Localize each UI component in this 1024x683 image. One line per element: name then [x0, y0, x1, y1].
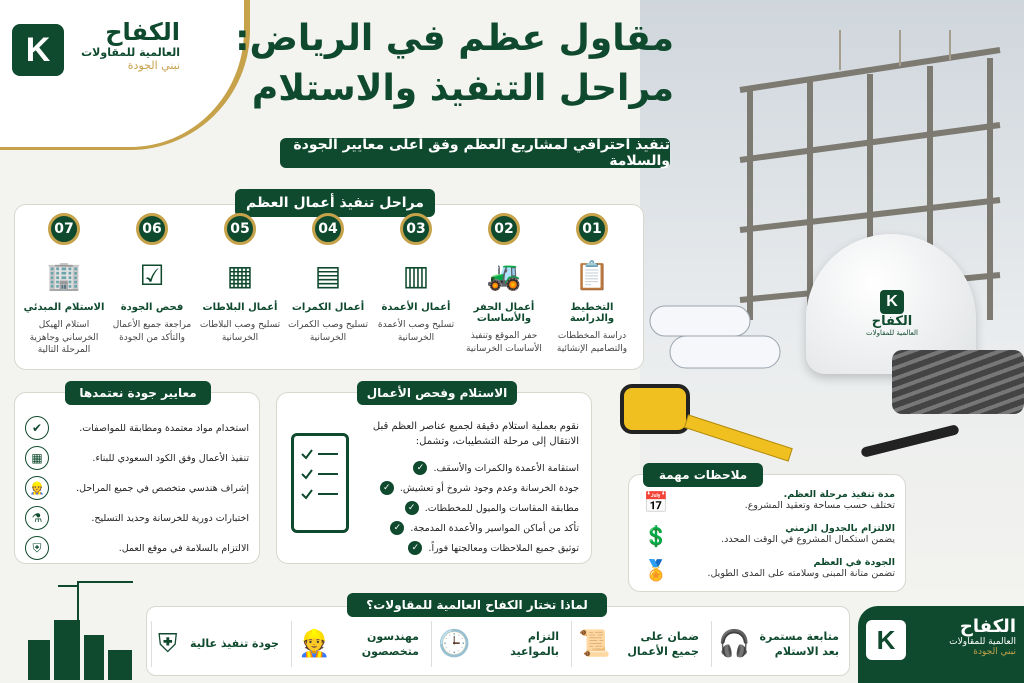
tape-measure-illustration — [620, 384, 690, 434]
phase-item-02 — [461, 213, 547, 355]
inspection-text: توثيق جميع الملاحظات ومعالجتها فوراً. — [428, 542, 579, 554]
check-icon: ✓ — [405, 501, 419, 515]
check-icon: ✓ — [380, 481, 394, 495]
note-desc: تضمن متانة المبنى وسلامته على المدى الطويل. — [707, 568, 895, 579]
inspection-item — [357, 519, 579, 537]
note-title: الالتزام بالجدول الزمني — [785, 523, 895, 534]
why-text: مهندسون متخصصون — [361, 629, 419, 658]
standard-item — [25, 415, 249, 441]
footer-logo-mark: K — [866, 620, 906, 660]
footer-logo-panel — [858, 606, 1024, 683]
slab-icon: ▦ — [226, 259, 254, 292]
note-item — [689, 523, 895, 545]
safety-shield-icon: ⛨ — [25, 536, 49, 560]
phase-desc: تسليح وصب البلاطات الخرسانية — [199, 320, 281, 343]
engineer-icon: 👷 — [25, 476, 49, 500]
check-icon: ✓ — [413, 461, 427, 475]
phase-desc: مراجعة جميع الأعمال والتأكد من الجودة — [112, 320, 192, 343]
standard-text: اختبارات دورية للخرسانة وحديد التسليح. — [91, 512, 249, 524]
inspection-panel — [276, 386, 592, 564]
inspection-text: جودة الخرسانة وعدم وجود شروخ أو تعشيش. — [399, 482, 579, 494]
building-check-icon: 🏢 — [46, 259, 82, 292]
phases-heading: مراحل تنفيذ أعمال العظم — [235, 189, 435, 217]
logo-text — [70, 18, 180, 72]
inspection-heading: الاستلام وفحص الأعمال — [357, 381, 517, 405]
footer-logo-slogan: نبني الجودة — [973, 647, 1016, 657]
page-title-line2: مراحل التنفيذ والاستلام — [251, 68, 674, 109]
money-hand-icon: 💲 — [643, 524, 669, 548]
award-icon: 🏅 — [643, 558, 669, 582]
standard-text: تنفيذ الأعمال وفق الكود السعودي للبناء. — [92, 452, 249, 464]
certificate-icon: 📜 — [578, 629, 611, 659]
phase-title: أعمال الكمرات — [291, 302, 365, 313]
quality-standards-panel — [14, 386, 260, 564]
why-text: ضمان على جميع الأعمال — [627, 629, 699, 658]
phase-item-03 — [373, 213, 459, 344]
note-item — [689, 489, 895, 511]
inspection-intro: نقوم بعملية استلام دقيقة لجميع عناصر العظم قبل الانتقال إلى مرحلة التشطيبات، وتشمل: — [372, 421, 579, 447]
phase-desc: استلام الهيكل الخرساني وجاهزية المرحلة التالية — [29, 320, 99, 356]
note-desc: تختلف حسب مساحة وتعقيد المشروع. — [744, 500, 895, 511]
inspection-item — [357, 499, 579, 517]
inspection-item — [357, 459, 579, 477]
standard-item — [25, 475, 249, 501]
logo-mark: K — [12, 24, 64, 76]
logo-slogan: نبني الجودة — [127, 59, 180, 72]
phase-item-06 — [109, 213, 195, 344]
phase-desc: حفر الموقع وتنفيذ الأساسات الخرسانية — [466, 331, 542, 354]
plans-icon: 📋 — [574, 259, 610, 292]
phase-number: 02 — [488, 213, 520, 245]
inspection-text: مطابقة المقاسات والميول للمخططات. — [424, 502, 579, 514]
standard-item — [25, 535, 249, 561]
note-title: الجودة في العظم — [813, 557, 895, 568]
phase-number: 01 — [576, 213, 608, 245]
phase-item-05 — [197, 213, 283, 344]
note-desc: يضمن استكمال المشروع في الوقت المحدد. — [721, 534, 895, 545]
page-subtitle: تنفيذ احترافي لمشاريع العظم وفق أعلى معايير الجودة والسلامة — [280, 138, 670, 168]
why-item — [291, 621, 425, 667]
lab-flask-icon: ⚗ — [25, 506, 49, 530]
helmet-logo-name: الكفاح — [871, 314, 913, 329]
phases-panel — [14, 195, 644, 370]
notes-panel — [628, 468, 906, 592]
phase-number: 03 — [400, 213, 432, 245]
phase-item-07 — [21, 213, 107, 357]
why-item — [711, 621, 845, 667]
why-text: جودة تنفيذ عالية — [190, 637, 279, 651]
check-icon: ✓ — [390, 521, 404, 535]
phase-number: 06 — [136, 213, 168, 245]
page-title-line1: مقاول عظم في الرياض: — [235, 18, 674, 59]
check-badge-icon: ✔ — [25, 416, 49, 440]
why-text: متابعة مستمرة بعد الاستلام — [759, 629, 839, 658]
header-logo-panel — [0, 0, 250, 150]
worker-icon: 👷 — [298, 629, 331, 659]
standard-text: إشراف هندسي متخصص في جميع المراحل. — [76, 482, 249, 494]
rebar-bundle-illustration — [892, 350, 1024, 414]
standard-item — [25, 505, 249, 531]
inspection-text: تأكد من أماكن المواسير والأعمدة المدمجة. — [410, 522, 579, 534]
phase-number: 05 — [224, 213, 256, 245]
excavator-icon: 🚜 — [486, 259, 522, 292]
standard-text: استخدام مواد معتمدة ومطابقة للمواصفات. — [79, 422, 249, 434]
why-choose-panel — [146, 598, 850, 676]
phase-item-04 — [285, 213, 371, 344]
inspection-text: استقامة الأعمدة والكمرات والأسقف. — [433, 462, 579, 474]
beam-icon: ▤ — [314, 259, 342, 292]
why-choose-heading: لماذا تختار الكفاح العالمية للمقاولات؟ — [347, 593, 607, 617]
quality-check-icon: ☑ — [139, 259, 165, 292]
clipboard-checklist-icon — [291, 433, 349, 533]
check-icon: ✓ — [408, 541, 422, 555]
blueprint-rolls-illustration — [640, 296, 790, 376]
phase-desc: تسليح وصب الأعمدة الخرسانية — [377, 320, 455, 343]
phase-title: الاستلام المبدئي — [23, 302, 105, 313]
phase-item-01 — [549, 213, 635, 355]
phase-desc: دراسة المخططات والتصاميم الإنشائية — [556, 331, 628, 354]
standard-item — [25, 445, 249, 471]
quality-standards-heading: معايير جودة نعتمدها — [65, 381, 211, 405]
why-text: التزام بالمواعيد — [510, 629, 559, 658]
phase-title: فحص الجودة — [120, 302, 184, 313]
standard-text: الالتزام بالسلامة في موقع العمل. — [118, 542, 249, 554]
calendar-icon: 📅 — [643, 490, 669, 514]
inspection-item — [357, 479, 579, 497]
notes-heading: ملاحظات مهمة — [643, 463, 763, 487]
clock-icon: 🕒 — [438, 629, 471, 659]
inspection-item — [357, 539, 579, 557]
column-icon: ▥ — [402, 259, 430, 292]
phase-title: أعمال الأعمدة — [381, 302, 451, 313]
footer-logo-text — [912, 616, 1016, 657]
why-item — [431, 621, 565, 667]
phase-title: أعمال البلاطات — [202, 302, 278, 313]
footer-logo-name: الكفاح — [959, 616, 1016, 637]
why-item — [571, 621, 705, 667]
footer-logo-sub: العالمية للمقاولات — [949, 637, 1016, 647]
why-item — [151, 621, 285, 667]
phase-number: 07 — [48, 213, 80, 245]
note-title: مدة تنفيذ مرحلة العظم. — [783, 489, 895, 500]
phase-desc: تسليح وصب الكمرات الخرسانية — [288, 320, 368, 343]
shield-check-icon: ⛨ — [158, 628, 178, 659]
headset-icon: 🎧 — [718, 629, 751, 659]
building-code-icon: ▦ — [25, 446, 49, 470]
note-item — [689, 557, 895, 579]
phase-number: 04 — [312, 213, 344, 245]
city-skyline-crane-illustration — [18, 580, 138, 680]
phase-title: أعمال الحفر والأساسات — [473, 302, 535, 324]
helmet-logo-sub: العالمية للمقاولات — [866, 329, 918, 337]
logo-name: الكفاح — [105, 18, 180, 46]
helmet-logo-letter: K — [880, 290, 904, 314]
phase-title: التخطيط والدراسة — [569, 302, 615, 324]
logo-sub: العالمية للمقاولات — [81, 46, 180, 59]
